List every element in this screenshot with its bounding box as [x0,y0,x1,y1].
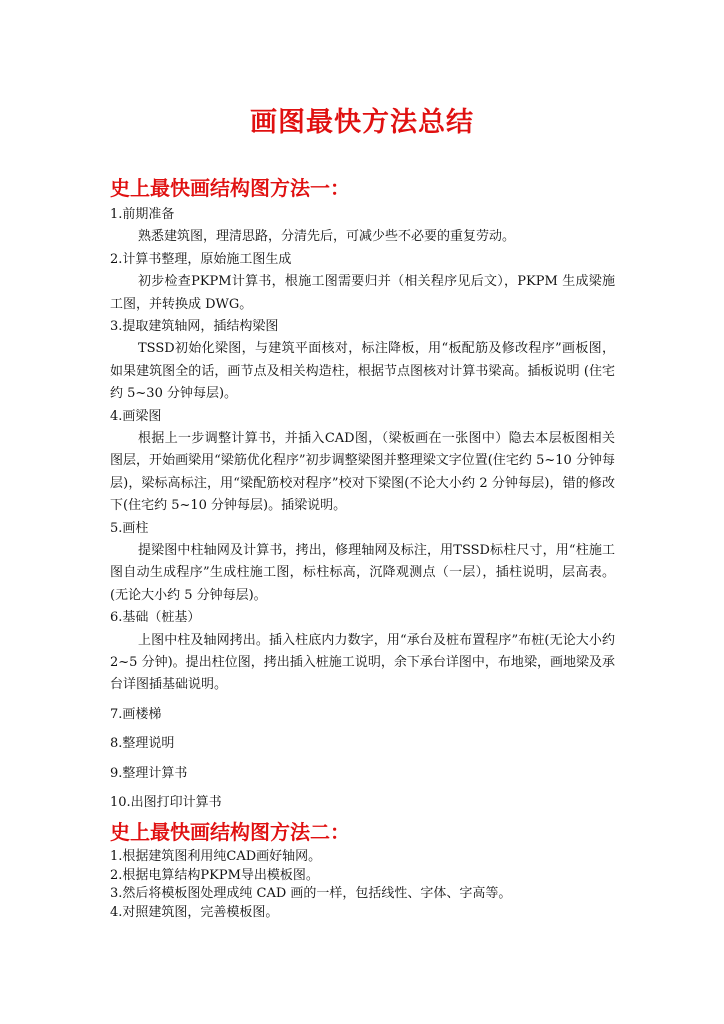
method-two-step: 2.根据电算结构PKPM导出模板图。 [110,867,319,883]
step-heading: 5.画柱 [110,520,149,536]
step-text: TSSD初始化梁图，与建筑平面核对，标注降板，用“板配筋及修改程序”画板图，如果建筑图全的话，画节点及相关构造柱，根据节点图核对计算书梁高。插板说明 (住宅约 5~30 分钟每层)。 [110,341,615,402]
document-title: 画图最快方法总结 [250,107,474,138]
step-text: 初步检查PKPM计算书，根施工图需要归并（相关程序见后文），PKPM 生成梁施工图，并转换成 DWG。 [110,274,615,312]
step-heading: 3.提取建筑轴网，插结构梁图 [110,319,279,334]
method-two-title: 史上最快画结构图方法二： [110,820,350,844]
step-heading: 4.画梁图 [110,408,162,424]
step-heading: 10.出图打印计算书 [110,795,222,811]
step-text: 根据上一步调整计算书，并插入CAD图，（梁板画在一张图中）隐去本层板图相关图层，开始画梁用“梁筋优化程序”初步调整梁图并整理梁文字位置(住宅约 5~10 分钟每层)，梁标高标注，用“梁配筋校对程序”校对下梁图(不论大小约 2 分钟每层)，错的修改下(住宅约 5~10 分钟每层)。插梁说明。 [110,431,615,514]
method-two-step: 1.根据建筑图利用纯CAD画好轴网。 [110,849,322,864]
step-text: 上图中柱及轴网拷出。插入柱底内力数字，用“承台及桩布置程序”布桩(无论大小约 2~5 分钟)。提出柱位图，拷出插入桩施工说明，余下承台详图中，布地梁，画地梁及承台详图插基础说明。 [110,632,615,693]
method-one-body [110,204,615,814]
method-two-step: 3.然后将模板图处理成纯 CAD 画的一样，包括线性、字体、字高等。 [110,886,512,902]
step-heading: 9.整理计算书 [110,765,188,781]
method-one-title: 史上最快画结构图方法一： [110,176,350,200]
step-heading: 6.基础（桩基） [110,610,201,626]
step-heading: 7.画楼梯 [110,706,162,722]
step-text: 提梁图中柱轴网及计算书，拷出，修理轴网及标注，用TSSD标柱尺寸，用“柱施工图自动生成程序”生成柱施工图，标柱标高，沉降观测点（一层），插柱说明，层高表。(无论大小约 5 分钟每层)。 [110,543,615,603]
step-heading: 1.前期准备 [110,207,175,222]
step-text: 熟悉建筑图，理清思路，分清先后，可减少些不必要的重复劳动。 [138,229,516,245]
step-heading: 2.计算书整理，原始施工图生成 [110,251,292,267]
method-two-step: 4.对照建筑图，完善模板图。 [110,904,279,920]
method-two-body [110,848,615,922]
step-heading: 8.整理说明 [110,736,175,752]
